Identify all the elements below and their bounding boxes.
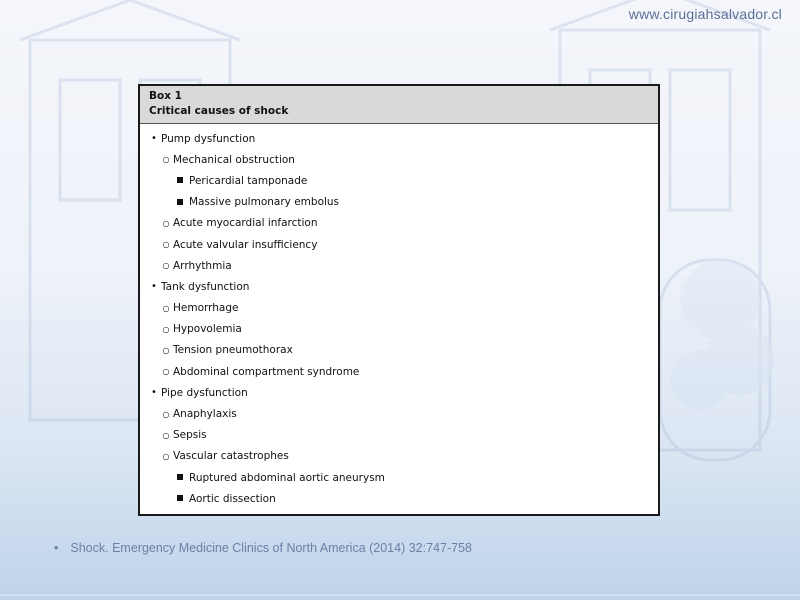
list-item xyxy=(140,128,658,149)
bullet-icon: • xyxy=(151,133,157,145)
circle-bullet-icon: ○ xyxy=(162,324,170,334)
list-item-label: Tension pneumothorax xyxy=(173,344,293,357)
square-bullet-icon xyxy=(172,175,188,186)
list-item xyxy=(140,403,658,424)
list-item-label: Abdominal compartment syndrome xyxy=(173,365,360,378)
list-item-label: Hypovolemia xyxy=(173,323,242,336)
list-item-label: Acute myocardial infarction xyxy=(173,217,318,230)
square-bullet-icon xyxy=(172,493,188,504)
list-item xyxy=(140,488,658,509)
list-item-label: Ruptured abdominal aortic aneurysm xyxy=(189,471,385,484)
list-item xyxy=(140,234,658,255)
list-item-label: Aortic dissection xyxy=(189,492,276,505)
list-item-label: Acute valvular insufficiency xyxy=(173,238,318,251)
list-item xyxy=(140,170,658,191)
footer-divider xyxy=(0,594,800,596)
list-item-label: Massive pulmonary embolus xyxy=(189,196,340,209)
list-item xyxy=(140,298,658,319)
list-item-label: Pipe dysfunction xyxy=(161,386,248,399)
list-item-label: Pump dysfunction xyxy=(161,132,256,145)
square-bullet-icon xyxy=(172,197,188,208)
citation xyxy=(54,541,472,555)
circle-bullet-icon: ○ xyxy=(162,345,170,355)
circle-bullet-icon: ○ xyxy=(162,409,170,419)
citation-bullet: • xyxy=(54,541,59,555)
list-item-label: Mechanical obstruction xyxy=(173,153,295,166)
box-title: Critical causes of shock xyxy=(149,105,289,117)
bullet-icon: • xyxy=(151,387,157,399)
circle-bullet-icon: ○ xyxy=(162,218,170,228)
list-item xyxy=(140,467,658,488)
list-item-label: Pericardial tamponade xyxy=(189,174,308,187)
bullet-icon: • xyxy=(151,281,157,293)
circle-bullet-icon: ○ xyxy=(162,240,170,250)
list-item xyxy=(140,149,658,170)
circle-bullet-icon: ○ xyxy=(162,303,170,313)
list-item xyxy=(140,361,658,382)
list-item xyxy=(140,192,658,213)
circle-bullet-icon: ○ xyxy=(162,155,170,165)
circle-bullet-icon: ○ xyxy=(162,430,170,440)
circle-bullet-icon: ○ xyxy=(162,367,170,377)
box-header xyxy=(140,86,658,124)
list-item xyxy=(140,382,658,403)
box-label: Box 1 xyxy=(149,90,182,102)
circle-bullet-icon: ○ xyxy=(162,261,170,271)
list-item-label: Sepsis xyxy=(173,429,207,442)
square-bullet-icon xyxy=(172,472,188,483)
list-item xyxy=(140,213,658,234)
causes-list xyxy=(140,124,658,509)
list-item-label: Anaphylaxis xyxy=(173,408,237,421)
list-item-label: Hemorrhage xyxy=(173,302,239,315)
list-item xyxy=(140,340,658,361)
list-item xyxy=(140,255,658,276)
circle-bullet-icon: ○ xyxy=(162,451,170,461)
list-item-label: Arrhythmia xyxy=(173,259,232,272)
site-url: www.cirugiahsalvador.cl xyxy=(628,6,782,22)
list-item-label: Vascular catastrophes xyxy=(173,450,289,463)
list-item xyxy=(140,319,658,340)
list-item xyxy=(140,276,658,297)
list-item-label: Tank dysfunction xyxy=(161,280,250,293)
citation-text: Shock. Emergency Medicine Clinics of North America (2014) 32:747-758 xyxy=(70,541,472,555)
critical-causes-box xyxy=(138,84,660,516)
list-item xyxy=(140,425,658,446)
list-item xyxy=(140,446,658,467)
